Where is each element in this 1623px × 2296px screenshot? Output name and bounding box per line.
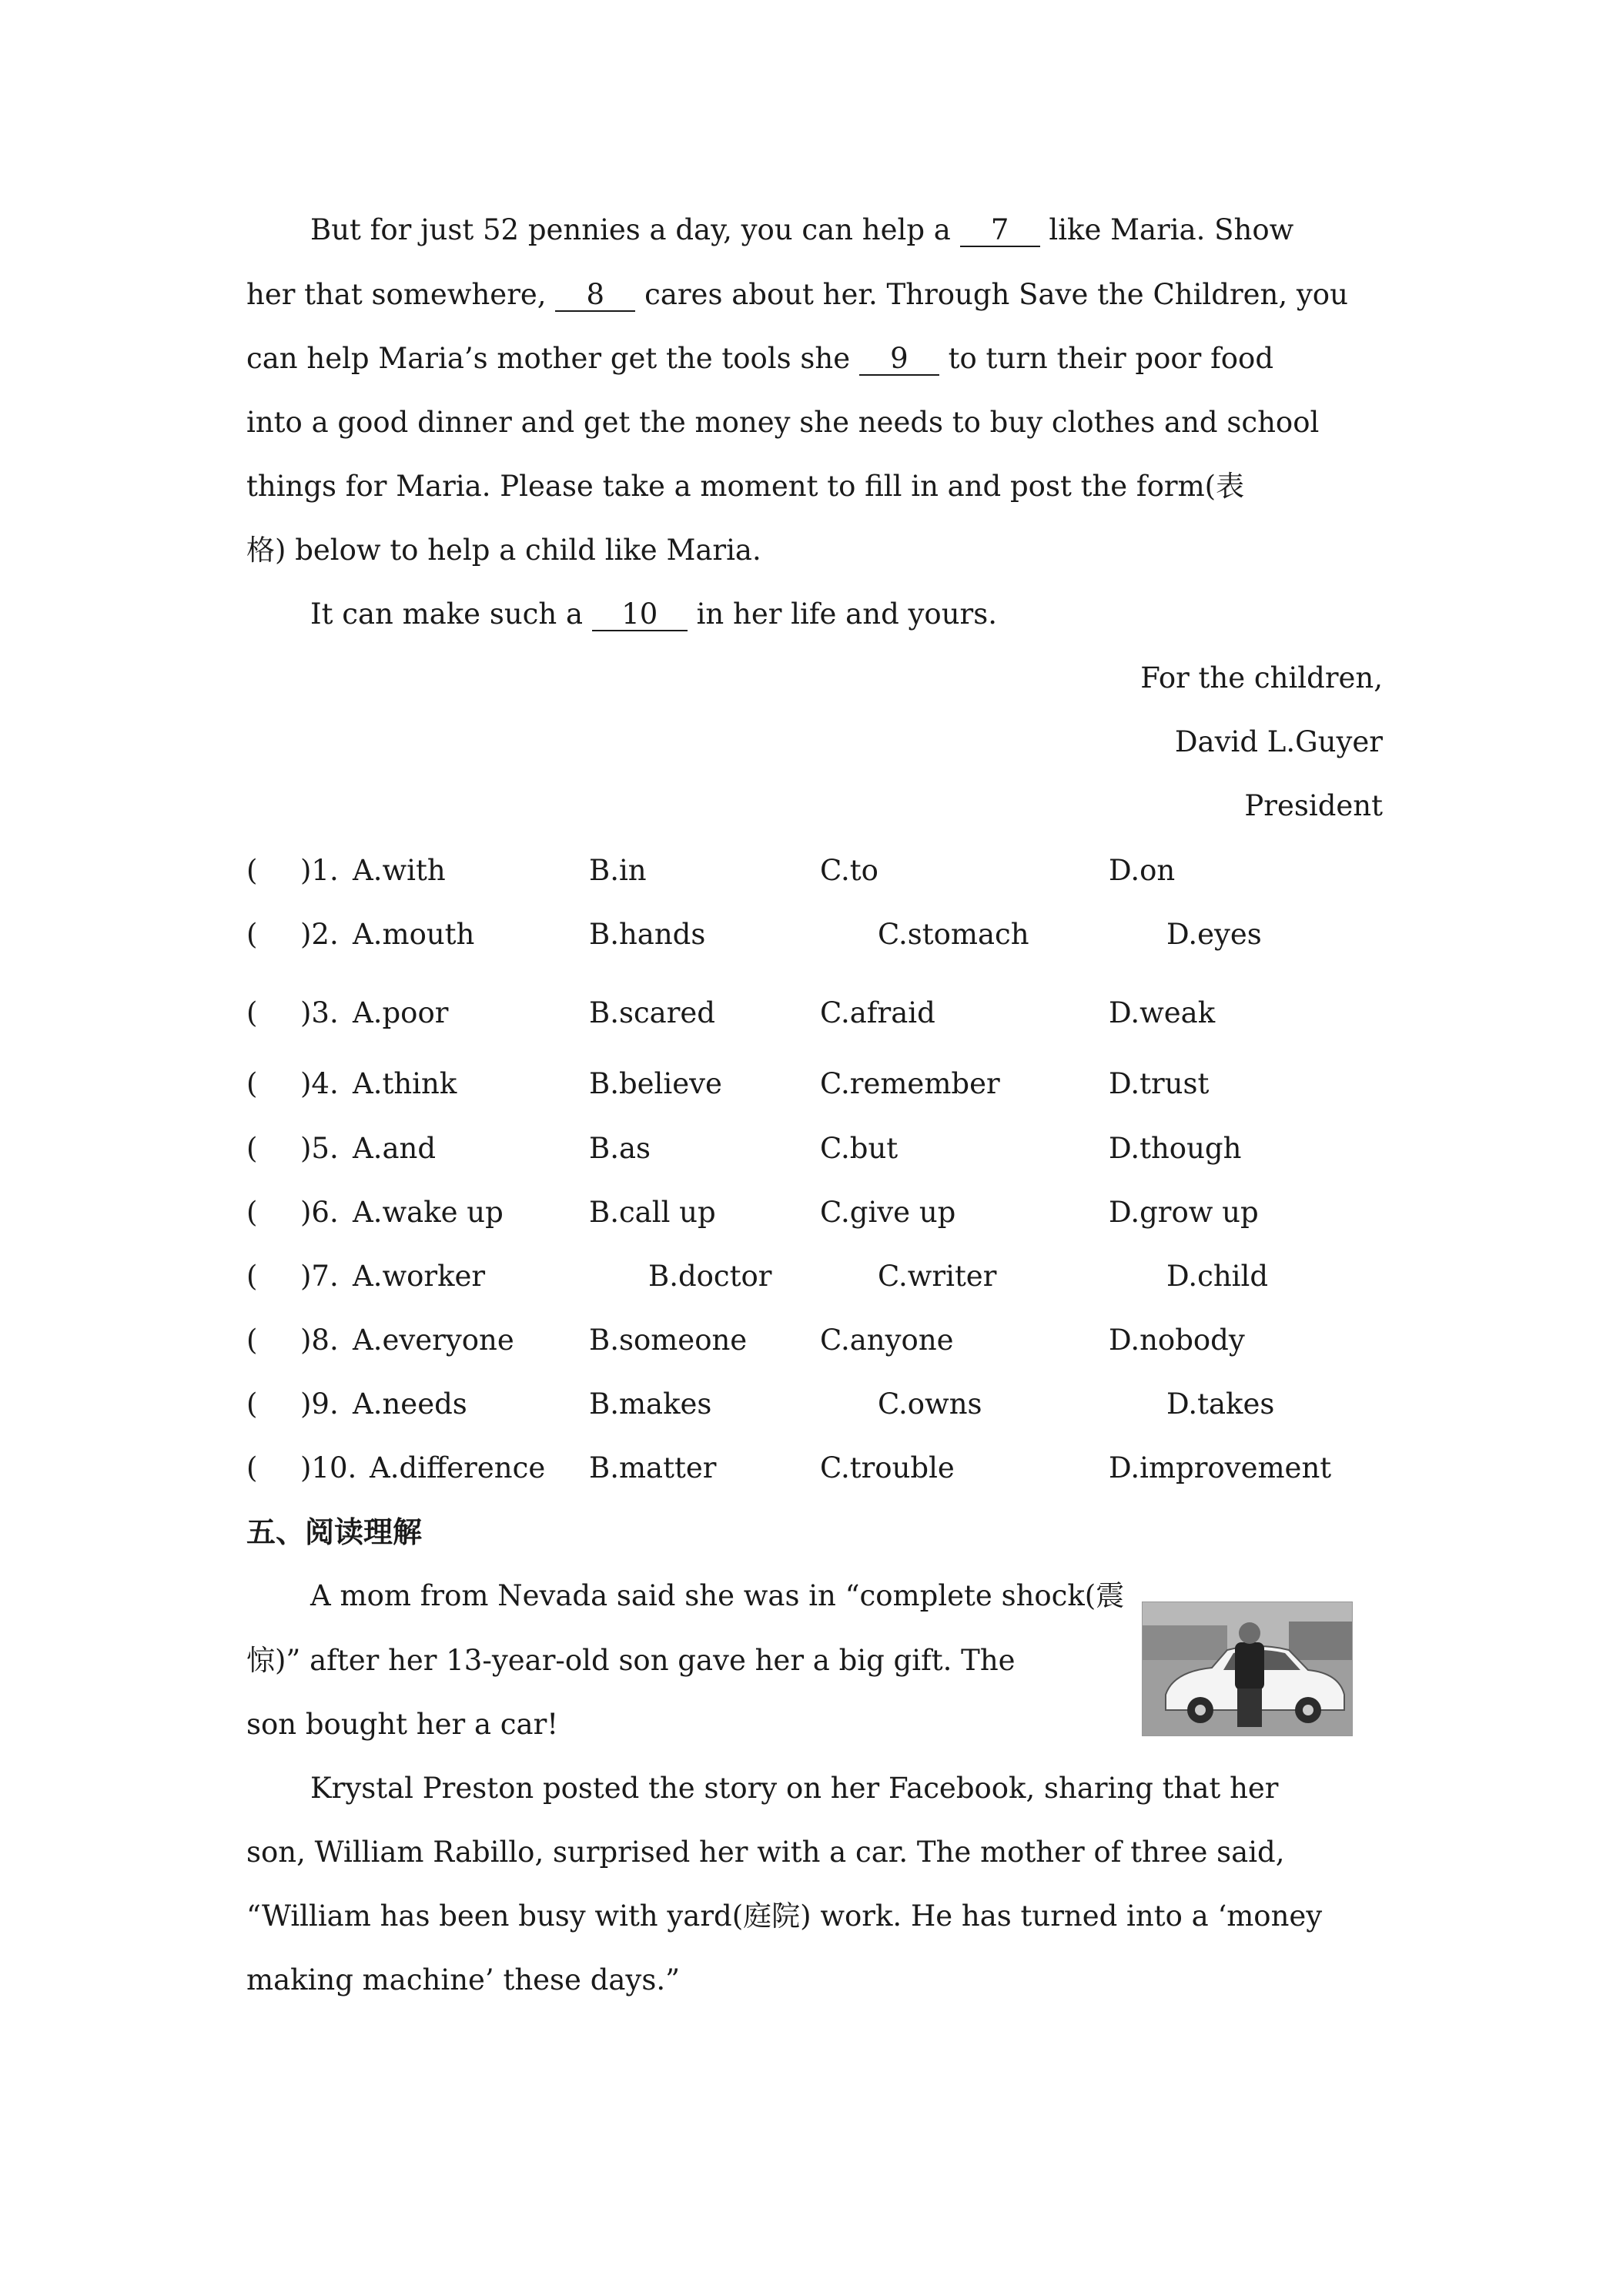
option-d: D.though xyxy=(1109,1132,1242,1165)
option-d: D.takes xyxy=(1166,1387,1275,1421)
answer-paren: ( xyxy=(246,1067,258,1100)
option-d: D.eyes xyxy=(1166,918,1262,951)
option-d: D.grow up xyxy=(1109,1196,1259,1229)
option-c: C.remember xyxy=(820,1067,1000,1100)
text: can help Maria’s mother get the tools she xyxy=(246,342,851,375)
answer-paren: ( xyxy=(246,1260,258,1293)
option-b: B.makes xyxy=(589,1387,712,1421)
option-d: D.trust xyxy=(1109,1067,1210,1100)
question-number: )7. xyxy=(300,1260,339,1293)
question-number: )8. xyxy=(300,1324,339,1357)
option-a: A.difference xyxy=(370,1451,546,1484)
option-c: C.writer xyxy=(878,1260,997,1293)
text: It can make such a xyxy=(310,597,584,631)
reading-line: son, William Rabillo, surprised her with a car. The mother of three said, xyxy=(246,1836,1285,1869)
blank-7: 7 xyxy=(960,216,1040,247)
photo-wheel-front-hub xyxy=(1195,1705,1206,1715)
option-b: B.someone xyxy=(589,1324,748,1357)
option-d: D.nobody xyxy=(1109,1324,1245,1357)
option-b: B.call up xyxy=(589,1196,716,1229)
answer-paren: ( xyxy=(246,918,258,951)
option-a: A.and xyxy=(353,1132,437,1165)
option-b: B.in xyxy=(589,854,647,887)
option-a: A.needs xyxy=(353,1387,467,1421)
blank-8: 8 xyxy=(555,280,635,312)
photo-house-right xyxy=(1289,1622,1352,1664)
option-a: A.wake up xyxy=(353,1196,504,1229)
question-number: )10. xyxy=(300,1451,357,1484)
option-c: C.stomach xyxy=(878,918,1029,951)
passage-line-1 xyxy=(310,213,1294,247)
option-c: C.anyone xyxy=(820,1324,954,1357)
question-number: )2. xyxy=(300,918,339,951)
reading-line: 惊)” after her 13-year-old son gave her a big gift. The xyxy=(246,1644,1016,1677)
option-a: A.mouth xyxy=(353,918,475,951)
passage-line-7 xyxy=(310,597,997,631)
answer-paren: ( xyxy=(246,1451,258,1484)
blank-9: 9 xyxy=(859,344,939,376)
option-c: C.afraid xyxy=(820,996,935,1029)
option-c: C.give up xyxy=(820,1196,956,1229)
question-number: )1. xyxy=(300,854,339,887)
signature: David L.Guyer xyxy=(1174,725,1383,758)
question-number: )9. xyxy=(300,1387,339,1421)
passage-line-6: 格) below to help a child like Maria. xyxy=(246,534,761,567)
passage-line-3 xyxy=(246,344,1273,376)
option-d: D.improvement xyxy=(1109,1451,1332,1484)
text: like Maria. Show xyxy=(1049,213,1294,246)
option-b: B.scared xyxy=(589,996,715,1029)
option-a: A.worker xyxy=(353,1260,486,1293)
option-a: A.with xyxy=(353,854,446,887)
option-a: A.poor xyxy=(353,996,449,1029)
answer-paren: ( xyxy=(246,1387,258,1421)
photo-boy-body xyxy=(1235,1642,1264,1690)
option-b: B.believe xyxy=(589,1067,722,1100)
passage-line-2 xyxy=(246,280,1348,312)
option-a: A.everyone xyxy=(353,1324,514,1357)
answer-paren: ( xyxy=(246,1324,258,1357)
question-number: )4. xyxy=(300,1067,339,1100)
reading-line: Krystal Preston posted the story on her Facebook, sharing that her xyxy=(310,1772,1279,1805)
option-b: B.matter xyxy=(589,1451,717,1484)
option-d: D.weak xyxy=(1109,996,1216,1029)
blank-10: 10 xyxy=(592,600,688,631)
text: in her life and yours. xyxy=(696,597,997,631)
option-b: B.as xyxy=(589,1132,651,1165)
question-number: )6. xyxy=(300,1196,339,1229)
section-heading: 五、阅读理解 xyxy=(246,1515,423,1549)
option-b: B.hands xyxy=(589,918,706,951)
text: to turn their poor food xyxy=(948,342,1274,375)
passage-line-4: into a good dinner and get the money she needs to buy clothes and school xyxy=(246,406,1320,439)
answer-paren: ( xyxy=(246,854,258,887)
option-d: D.on xyxy=(1109,854,1176,887)
reading-line: son bought her a car! xyxy=(246,1708,559,1741)
question-number: )3. xyxy=(300,996,339,1029)
option-c: C.to xyxy=(820,854,878,887)
option-c: C.but xyxy=(820,1132,899,1165)
car-photo xyxy=(1142,1602,1353,1736)
option-a: A.think xyxy=(353,1067,457,1100)
answer-paren: ( xyxy=(246,1196,258,1229)
reading-line: A mom from Nevada said she was in “complete shock(震 xyxy=(310,1579,1125,1612)
signature-title: President xyxy=(1244,789,1383,822)
reading-line: making machine’ these days.” xyxy=(246,1963,681,1996)
option-c: C.trouble xyxy=(820,1451,955,1484)
text: cares about her. Through Save the Children, you xyxy=(644,278,1348,311)
text: But for just 52 pennies a day, you can help a xyxy=(310,213,951,246)
passage-line-5: things for Maria. Please take a moment to fill in and post the form(表 xyxy=(246,470,1245,503)
closing: For the children, xyxy=(1140,661,1383,694)
answer-paren: ( xyxy=(246,1132,258,1165)
option-b: B.doctor xyxy=(648,1260,772,1293)
photo-boy-legs xyxy=(1237,1689,1262,1727)
car-photo-image xyxy=(1143,1602,1352,1735)
text: her that somewhere, xyxy=(246,278,547,311)
photo-house xyxy=(1143,1625,1227,1660)
question-number: )5. xyxy=(300,1132,339,1165)
option-d: D.child xyxy=(1166,1260,1269,1293)
photo-boy-head xyxy=(1239,1622,1260,1644)
answer-paren: ( xyxy=(246,996,258,1029)
option-c: C.owns xyxy=(878,1387,982,1421)
photo-wheel-rear-hub xyxy=(1303,1705,1313,1715)
reading-line: “William has been busy with yard(庭院) work. He has turned into a ‘money xyxy=(246,1899,1323,1933)
